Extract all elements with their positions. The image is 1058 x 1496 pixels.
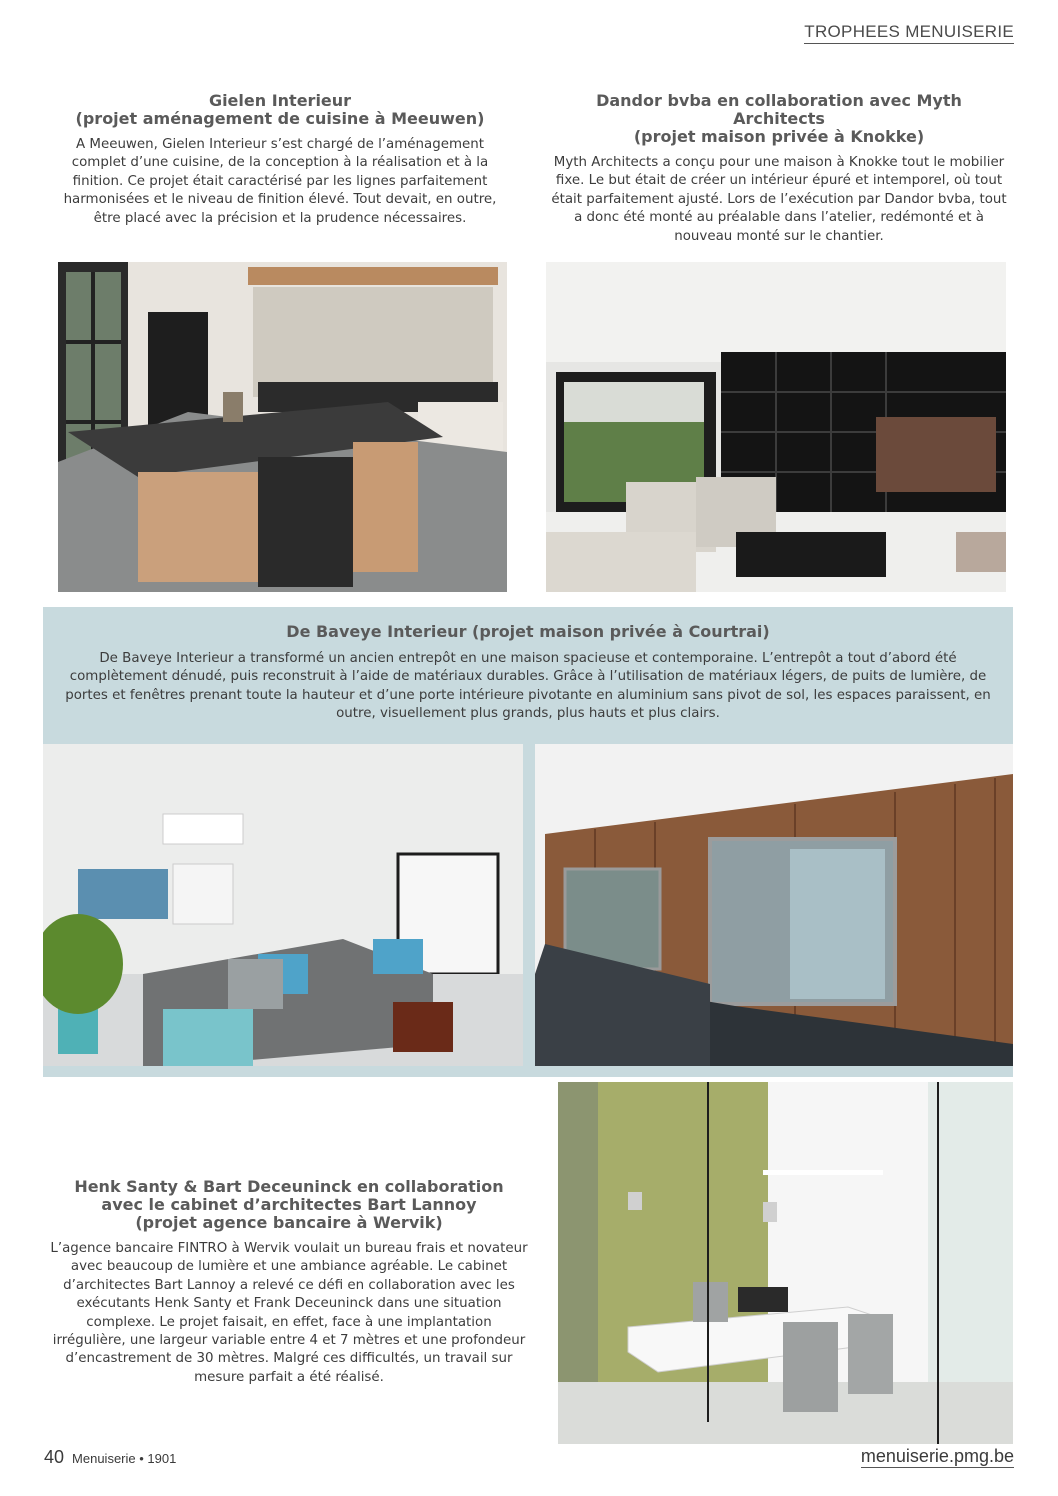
article-gielen bbox=[50, 92, 510, 228]
article-title bbox=[548, 92, 1010, 146]
living-room-photo bbox=[546, 262, 1006, 592]
article-body: De Baveye Interieur a transformé un ancien entrepôt en une maison spacieuse et contemporaine. L’entrepôt a tout d’abord été complètement dénudé, puis reconstruit à l’aide de matériaux durables. Grâce à l’utilisation de matériaux légers, de puits de lumière, de portes et fenêtres prenant toute la hauteur et d’une porte intérieure pivotante en aluminium sans pivot de sol, les espaces paraissent, en outre, visuellement plus grands, plus hauts et plus clairs. bbox=[65, 651, 991, 722]
website-link[interactable]: menuiserie.pmg.be bbox=[860, 1446, 1014, 1466]
title-line: Gielen Interieur bbox=[208, 91, 352, 110]
publication-name: Menuiserie • 1901 bbox=[72, 1451, 177, 1466]
article-body: L’agence bancaire FINTRO à Wervik voulait un bureau frais et novateur avec beaucoup de lumière et une ambiance agréable. Le cabinet d’architectes Bart Lannoy a relevé ce défi en collaboration avec les exécutants Henk Santy et Frank Deceuninck dans une situation complexe. Le projet faisait, en effet, face à une implantation irrégulière, une largeur variable entre 4 et 7 mètres et une profondeur d’encastrement de 30 mètres. Malgré ces difficultés, un travail sur mesure parfait a été réalisé. bbox=[50, 1241, 528, 1385]
title-line: (projet agence bancaire à Wervik) bbox=[135, 1213, 443, 1232]
kitchen-photo bbox=[58, 262, 507, 592]
footer-left bbox=[44, 1447, 176, 1468]
article-body: Myth Architects a conçu pour une maison à Knokke tout le mobilier fixe. Le but était de créer un intérieur épuré et intemporel, où tout était parfaitement ajusté. Lors de l’exécution par Dandor bvba, tout a donc été monté au préalable dans l’atelier, redémonté et à nouveau monté sur le chantier. bbox=[551, 155, 1007, 244]
article-santy bbox=[48, 1178, 530, 1387]
title-line: (projet aménagement de cuisine à Meeuwen) bbox=[75, 109, 485, 128]
title-line: Henk Santy & Bart Deceuninck en collaboration bbox=[74, 1177, 504, 1196]
title-line: avec le cabinet d’architectes Bart Lannoy bbox=[101, 1195, 477, 1214]
article-dandor bbox=[548, 92, 1010, 246]
title-line: (projet maison privée à Knokke) bbox=[633, 127, 925, 146]
article-debaveye bbox=[60, 623, 996, 724]
office-photo bbox=[558, 1082, 1013, 1444]
article-title bbox=[50, 92, 510, 128]
title-line: Dandor bvba en collaboration avec Myth Architects bbox=[596, 91, 962, 128]
interior-sofa-photo bbox=[43, 744, 523, 1066]
article-body: A Meeuwen, Gielen Interieur s’est chargé de l’aménagement complet d’une cuisine, de la conception à la réalisation et à la finition. Ce projet était caractérisé par les lignes parfaitement harmonisées et le niveau de finition élevé. Tout devait, en outre, être placé avec la précision et la prudence nécessaires. bbox=[63, 137, 497, 226]
article-title bbox=[48, 1178, 530, 1232]
section-header: TROPHEES MENUISERIE bbox=[804, 22, 1014, 44]
facade-photo bbox=[535, 744, 1013, 1066]
article-title: De Baveye Interieur (projet maison privée à Courtrai) bbox=[286, 622, 770, 641]
page-number: 40 bbox=[44, 1447, 65, 1467]
